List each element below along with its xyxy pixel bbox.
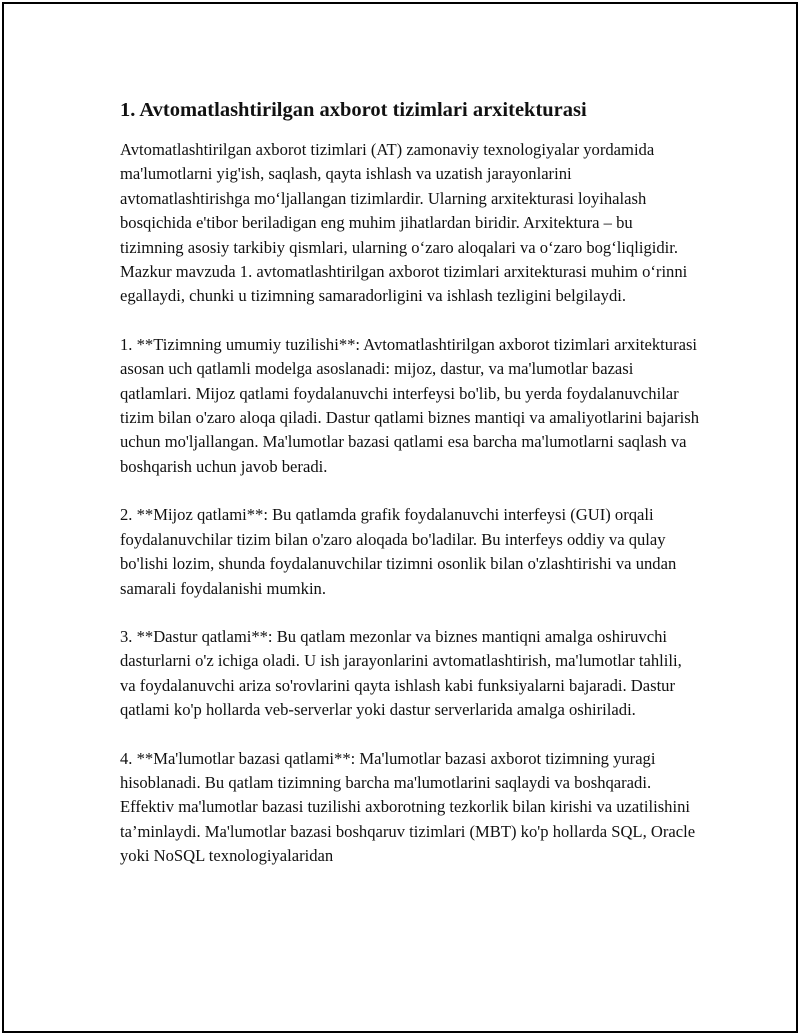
document-body xyxy=(120,96,700,893)
paragraph-intro: Avtomatlashtirilgan axborot tizimlari (AT) zamonaviy texnologiyalar yordamida ma'lumotlarni yig'ish, saqlash, qayta ishlash va uzatish jarayonlarini avtomatlashtirishga mo‘ljallangan tizimlardir. Ularning arxitekturasi loyihalash bosqichida e'tibor beriladigan eng muhim jihatlardan biridir. Arxitektura – bu tizimning asosiy tarkibiy qismlari, ularning o‘zaro aloqalari va o‘zaro bog‘liqligidir. Mazkur mavzuda 1. avtomatlashtirilgan axborot tizimlari arxitekturasi muhim o‘rinni egallaydi, chunki u tizimning samaradorligini va ishlash tezligini belgilaydi. xyxy=(120,140,688,306)
paragraph-database-layer: 4. **Ma'lumotlar bazasi qatlami**: Ma'lumotlar bazasi axborot tizimning yuragi hisoblanadi. Bu qatlam tizimning barcha ma'lumotlarini saqlaydi va boshqaradi. Effektiv ma'lumotlar bazasi tuzilishi axborotning tezkorlik bilan kirishi va uzatilishini ta’minlaydi. Ma'lumotlar bazasi boshqaruv tizimlari (MBT) ko'p hollarda SQL, Oracle yoki NoSQL texnologiyalaridan xyxy=(120,748,696,866)
paragraph-client-layer: 2. **Mijoz qatlami**: Bu qatlamda grafik foydalanuvchi interfeysi (GUI) orqali foydalanuvchilar tizim bilan o'zaro aloqada bo'ladilar. Bu interfeys oddiy va qulay bo'lishi lozim, shunda foydalanuvchilar tizimni osonlik bilan o'zlashtirishi va undan samarali foydalanishi mumkin. xyxy=(120,505,677,598)
document-title: 1. Avtomatlashtirilgan axborot tizimlari arxitekturasi xyxy=(120,99,587,121)
paragraph-general-structure: 1. **Tizimning umumiy tuzilishi**: Avtomatlashtirilgan axborot tizimlari arxitekturasi asosan uch qatlamli modelga asoslanadi: mijoz, dastur, va ma'lumotlar bazasi qatlamlari. Mijoz qatlami foydalanuvchi interfeysi bo'lib, bu yerda foydalanuvchilar tizim bilan o'zaro aloqa qiladi. Dastur qatlami biznes mantiqi va amaliyotlarini bajarish uchun mo'ljallangan. Ma'lumotlar bazasi qatlami esa barcha ma'lumotlarni saqlash va boshqarish uchun javob beradi. xyxy=(120,334,699,476)
page-frame xyxy=(2,2,798,1033)
paragraph-application-layer: 3. **Dastur qatlami**: Bu qatlam mezonlar va biznes mantiqni amalga oshiruvchi dasturlarni o'z ichiga oladi. U ish jarayonlarini avtomatlashtirish, ma'lumotlar tahlili, va foydalanuvchi ariza so'rovlarini qayta ishlash kabi funksiyalarni bajaradi. Dastur qatlami ko'p hollarda veb-serverlar yoki dastur serverlarida amalga oshiriladi. xyxy=(120,626,682,720)
